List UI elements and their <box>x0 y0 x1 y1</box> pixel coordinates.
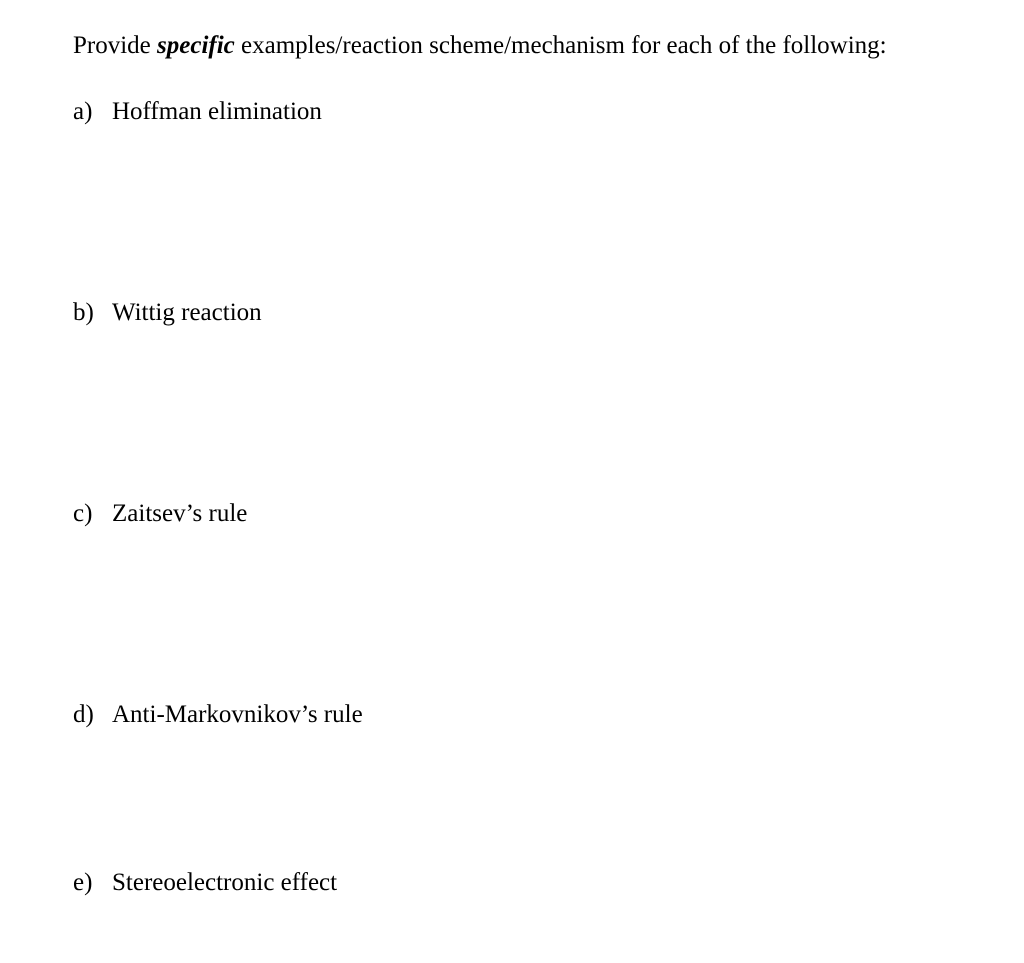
item-text: Wittig reaction <box>112 299 262 326</box>
instruction-emphasis: specific <box>157 32 235 59</box>
instruction-suffix: examples/reaction scheme/mechanism for each of the following: <box>234 32 887 59</box>
item-marker: b) <box>73 299 94 326</box>
question-item-e <box>73 868 337 898</box>
instruction-text <box>73 31 887 61</box>
item-marker: a) <box>73 98 93 125</box>
question-item-b <box>73 298 262 328</box>
item-marker: e) <box>73 869 93 896</box>
item-marker: c) <box>73 500 93 527</box>
item-text: Zaitsev’s rule <box>112 500 248 527</box>
item-text: Stereoelectronic effect <box>112 869 338 896</box>
instruction-prefix: Provide <box>73 32 158 59</box>
question-item-a <box>73 97 322 127</box>
item-text: Hoffman elimination <box>112 98 322 125</box>
question-item-d <box>73 700 363 730</box>
item-marker: d) <box>73 701 94 728</box>
item-text: Anti-Markovnikov’s rule <box>112 701 363 728</box>
question-item-c <box>73 499 247 529</box>
